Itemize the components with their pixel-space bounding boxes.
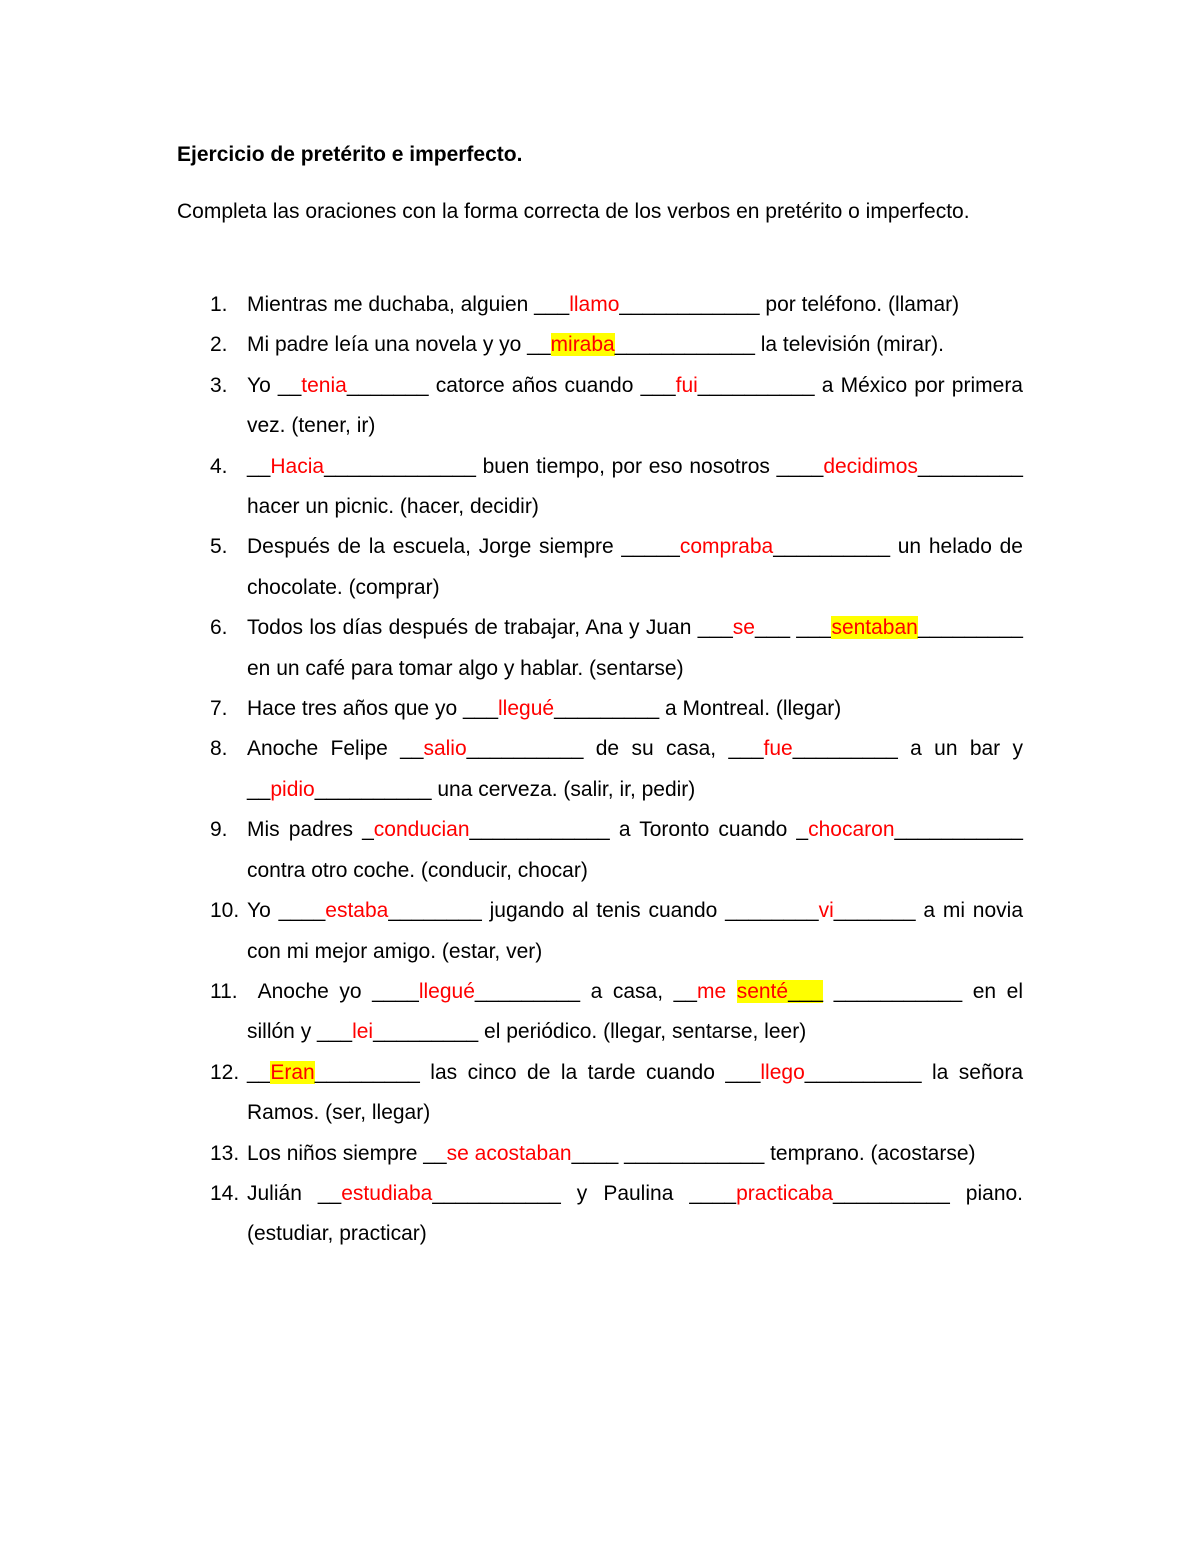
sentence-text: _________ en un café para tomar algo y hablar. (sentarse) xyxy=(247,616,1029,680)
exercise-item xyxy=(0,1053,1029,1134)
exercise-item xyxy=(0,729,1029,810)
sentence-text: _______ catorce años cuando ___ xyxy=(346,373,676,397)
answer-text: estaba xyxy=(325,899,389,923)
item-number: 7. xyxy=(210,697,228,721)
sentence-text: _________ a un bar y __ xyxy=(247,737,1029,801)
answer-text: conducian xyxy=(373,818,470,842)
answer-text: compraba xyxy=(679,535,774,559)
sentence-text: Yo ____ xyxy=(247,899,326,923)
answer-text: Hacia xyxy=(270,454,325,478)
item-number: 5. xyxy=(210,535,228,559)
item-number: 10. xyxy=(210,899,240,923)
item-number: 3. xyxy=(210,373,228,397)
sentence-text: Todos los días después de trabajar, Ana y Juan ___ xyxy=(247,616,733,640)
answer-text: tenia xyxy=(301,373,347,397)
answer-text: estudiaba xyxy=(341,1181,433,1205)
exercise-item xyxy=(0,447,1029,528)
instructions: Completa las oraciones con la forma correcta de los verbos en pretérito o imperfecto. xyxy=(177,200,970,223)
sentence-text: _______ a mi novia con mi mejor amigo. (estar, ver) xyxy=(247,899,1029,963)
sentence-text: Anoche yo ____ xyxy=(247,979,419,1003)
sentence-text: _________ el periódico. (llegar, sentarse, leer) xyxy=(373,1020,807,1044)
answer-text: miraba xyxy=(550,333,615,357)
item-number: 9. xyxy=(210,818,228,842)
sentence-text: __________ una cerveza. (salir, ir, pedir) xyxy=(314,777,696,801)
item-number: 12. xyxy=(210,1060,240,1084)
exercise-item xyxy=(0,608,1029,689)
answer-text: se xyxy=(732,616,755,640)
sentence-text: Julián __ xyxy=(247,1181,342,1205)
answer-text: decidimos xyxy=(823,454,918,478)
exercise-item xyxy=(0,1134,1023,1174)
sentence-text: Yo __ xyxy=(247,373,302,397)
answer-text: pidio xyxy=(270,777,315,801)
sentence-text: ________ jugando al tenis cuando ________ xyxy=(388,899,819,923)
sentence-text: _________ las cinco de la tarde cuando ___ xyxy=(314,1060,761,1084)
sentence-text: ____________ a Toronto cuando _ xyxy=(469,818,809,842)
exercise-list xyxy=(0,285,1200,1255)
exercise-item xyxy=(0,285,1023,325)
sentence-text: _________ a Montreal. (llegar) xyxy=(554,697,842,721)
item-number: 8. xyxy=(210,737,228,761)
answer-text: vi xyxy=(818,899,834,923)
answer-text: salio xyxy=(423,737,467,761)
answer-text: sentaban xyxy=(831,616,918,640)
exercise-item xyxy=(0,972,1029,1053)
sentence-text: Después de la escuela, Jorge siempre _____ xyxy=(247,535,680,559)
sentence-text: _________ hacer un picnic. (hacer, decidir) xyxy=(247,454,1029,519)
answer-text: senté xyxy=(736,979,789,1003)
item-number: 14. xyxy=(210,1181,240,1205)
exercise-item xyxy=(0,366,1029,447)
answer-text: lei xyxy=(352,1020,374,1044)
answer-text: fui xyxy=(675,373,698,397)
sentence-text: ____________ por teléfono. (llamar) xyxy=(619,293,960,316)
answer-text: practicaba xyxy=(736,1181,833,1205)
sentence-text: Mientras me duchaba, alguien ___ xyxy=(247,293,570,316)
sentence-text: __ xyxy=(247,1060,271,1084)
sentence-text: Anoche Felipe __ xyxy=(247,737,424,761)
answer-text: fue xyxy=(763,737,793,761)
item-number: 1. xyxy=(210,293,228,316)
sentence-text: ___________ en el sillón y ___ xyxy=(247,979,1029,1044)
sentence-text: _________ a casa, __ xyxy=(474,979,697,1003)
sentence-text: Mis padres _ xyxy=(247,818,374,842)
sentence-text: ___________ contra otro coche. (conducir, chocar) xyxy=(247,818,1029,882)
exercise-item xyxy=(0,891,1029,972)
answer-text: llamo xyxy=(569,293,620,316)
sentence-text: __________ la señora Ramos. (ser, llegar) xyxy=(247,1060,1029,1125)
page-title: Ejercicio de pretérito e imperfecto. xyxy=(177,143,523,166)
answer-text: se acostaban xyxy=(446,1141,572,1165)
answer-text: llegué xyxy=(418,979,475,1003)
item-number: 2. xyxy=(210,333,228,357)
sentence-text: __ xyxy=(247,454,271,478)
sentence-text: ____ ____________ temprano. (acostarse) xyxy=(571,1141,976,1165)
sentence-text: __________ de su casa, ___ xyxy=(466,737,764,761)
sentence-text: _____________ buen tiempo, por eso nosotros ____ xyxy=(324,454,824,478)
exercise-item xyxy=(0,810,1029,891)
sentence-text: Mi padre leía una novela y yo __ xyxy=(247,333,551,357)
sentence-text: ___ ___ xyxy=(754,616,832,640)
exercise-item xyxy=(0,689,1023,729)
exercise-item xyxy=(0,1174,1029,1255)
item-number: 4. xyxy=(210,454,228,478)
item-number: 13. xyxy=(210,1141,240,1165)
highlighted-blank: ___ xyxy=(788,979,824,1003)
exercise-item xyxy=(0,527,1029,608)
sentence-text: ___________ y Paulina ____ xyxy=(432,1181,737,1205)
answer-text: llego xyxy=(760,1060,805,1084)
exercise-item xyxy=(0,325,1023,365)
item-number: 6. xyxy=(210,616,228,640)
sentence-text: Los niños siempre __ xyxy=(247,1141,447,1165)
sentence-text: Hace tres años que yo ___ xyxy=(247,697,498,721)
item-number: 11. xyxy=(210,979,238,1003)
answer-text: llegué xyxy=(498,697,555,721)
answer-text: me xyxy=(696,979,737,1003)
sentence-text: __________ un helado de chocolate. (comprar) xyxy=(247,535,1029,599)
sentence-text: __________ piano. (estudiar, practicar) xyxy=(247,1181,1029,1246)
answer-text: Eran xyxy=(270,1060,315,1084)
answer-text: chocaron xyxy=(808,818,895,842)
sentence-text: __________ a México por primera vez. (tener, ir) xyxy=(247,373,1029,438)
sentence-text: ____________ la televisión (mirar). xyxy=(614,333,944,357)
